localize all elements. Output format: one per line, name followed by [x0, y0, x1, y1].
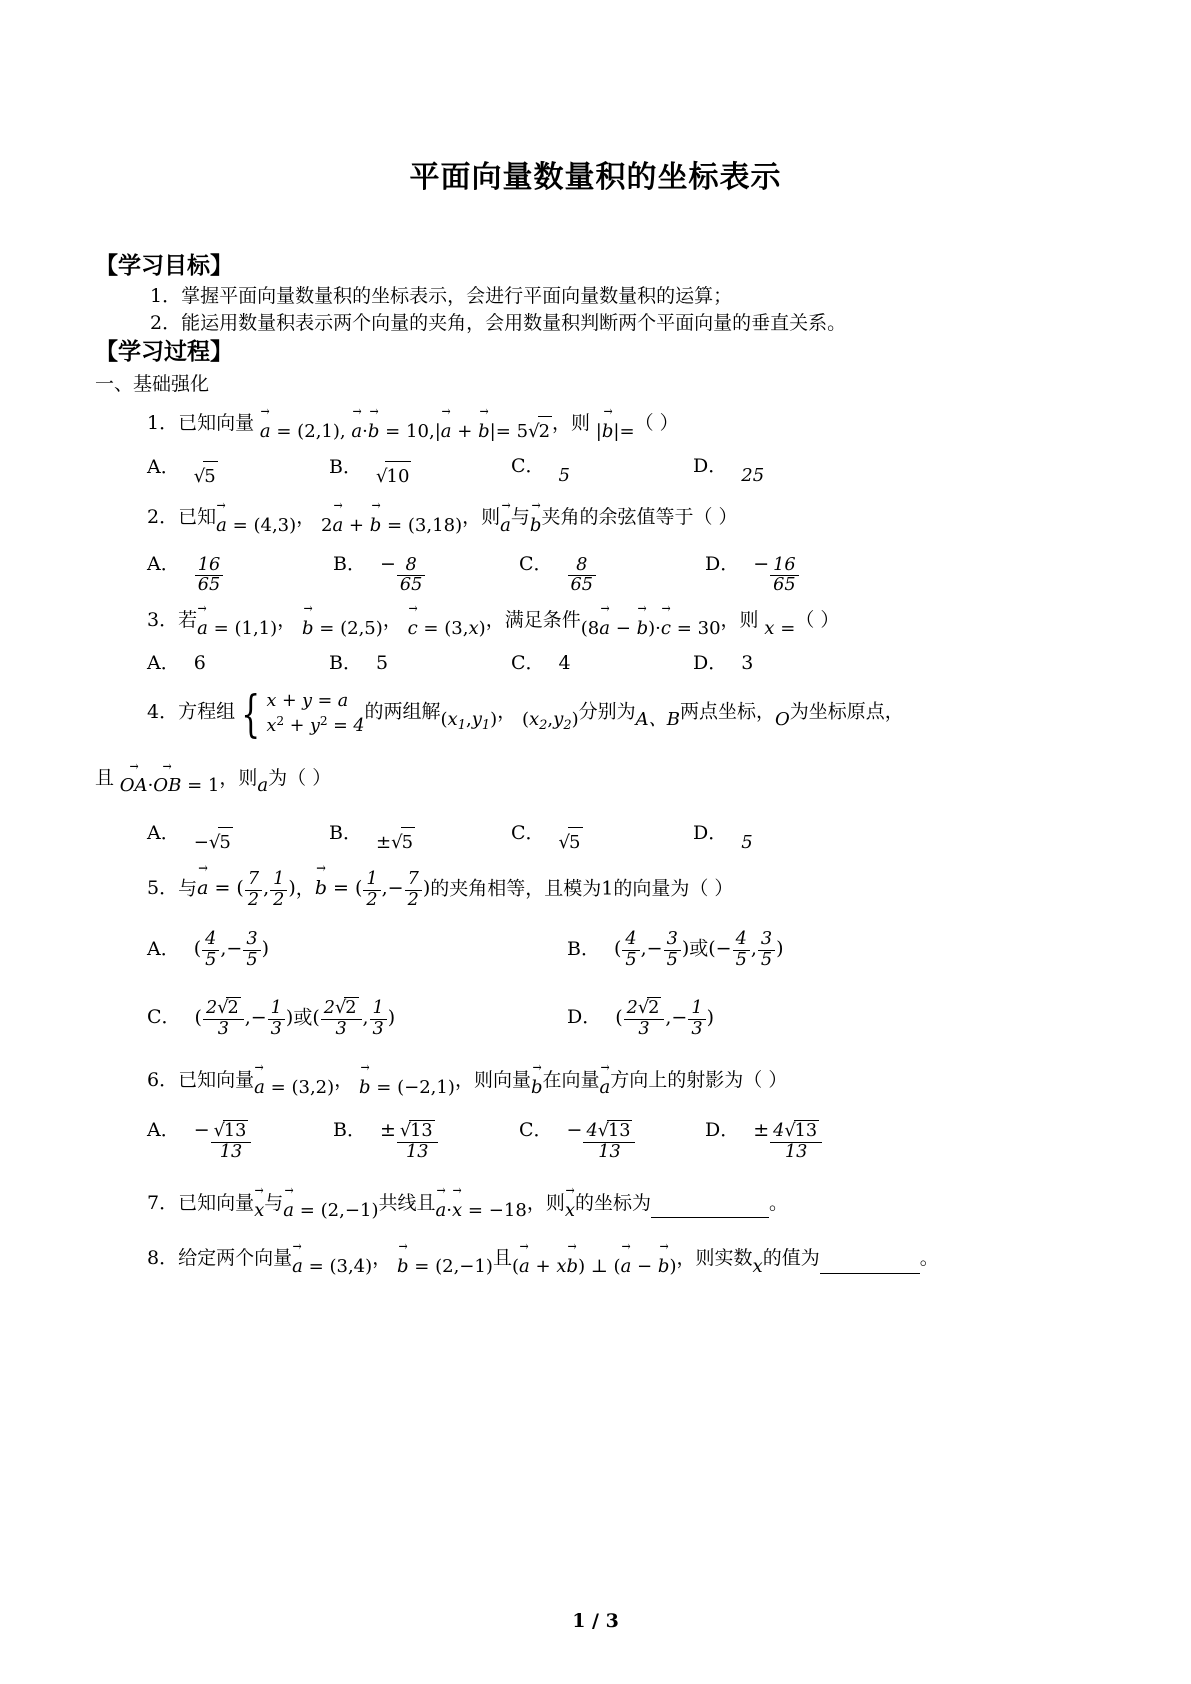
- option-value: $\frac{√13}{13}$: [397, 1120, 438, 1163]
- question-4-comma: ，: [497, 700, 517, 723]
- question-5-option-a[interactable]: [147, 930, 567, 971]
- question-4-origin: O: [775, 709, 790, 731]
- question-4-text-line2: [95, 764, 1095, 797]
- option-label: D．: [693, 651, 728, 674]
- question-5-vector-b: b → = ( $\frac{1}{2}$ ,− $\frac{7}{2}$ ): [315, 877, 430, 899]
- option-sign: −: [193, 1119, 210, 1142]
- question-7-mid-1: 与: [264, 1191, 284, 1214]
- question-7-lead: 已知向量: [178, 1191, 255, 1214]
- question-6-mid: 在向量: [542, 1068, 600, 1091]
- question-6-tail: 方向上的射影为（ ）: [610, 1068, 788, 1091]
- question-4-lead: 方程组: [178, 700, 236, 723]
- question-2-sep-1: ，: [296, 506, 316, 529]
- question-4: [95, 685, 1095, 854]
- option-label: D．: [693, 455, 728, 478]
- question-4-text: [147, 685, 1095, 744]
- question-8-formula-1: a → = (3,4): [292, 1253, 372, 1280]
- question-7-answer-blank[interactable]: [651, 1189, 769, 1219]
- question-1-options: [147, 452, 1095, 487]
- question-7-tail: 的坐标为: [575, 1191, 652, 1214]
- option-label: A．: [147, 455, 180, 478]
- question-1-lead: 已知向量: [178, 412, 255, 435]
- option-value: √10: [376, 461, 411, 490]
- question-5-option-b[interactable]: [567, 930, 987, 971]
- question-4-mid-3: 两点坐标，: [679, 700, 775, 723]
- option-label: C．: [519, 552, 553, 575]
- question-1-paren: （ ）: [634, 412, 679, 435]
- option-value: $\frac{4√13}{13}$: [770, 1120, 822, 1163]
- question-2-formula-1: a → = (4,3): [216, 512, 296, 539]
- question-4-line2-math: OA →·OB → = 1: [114, 772, 219, 799]
- question-3-option-d[interactable]: [693, 649, 875, 678]
- question-3-paren: （ ）: [795, 609, 840, 632]
- question-8-lead: 给定两个向量: [178, 1247, 293, 1270]
- option-value: $\frac{8}{65}$: [568, 556, 596, 597]
- question-6-sep-2: ，则向量: [454, 1068, 531, 1091]
- option-label: C．: [511, 651, 545, 674]
- question-7-mid-3: ，则: [526, 1191, 565, 1214]
- question-3-formula-3: c → = (3,x): [402, 615, 486, 642]
- question-2-tail: 夹角的余弦值等于（ ）: [541, 506, 738, 529]
- question-2-options: [147, 550, 1095, 597]
- objective-item-1: 1．掌握平面向量数量积的坐标表示，会进行平面向量数量积的运算；: [150, 284, 733, 307]
- question-3-sep-2: ，: [382, 609, 402, 632]
- question-2-mid: 与: [510, 506, 530, 529]
- question-6-options: [147, 1116, 1095, 1163]
- question-6-option-b[interactable]: [333, 1116, 519, 1163]
- question-6-vec-b: b →: [531, 1074, 543, 1101]
- question-6-option-c[interactable]: [519, 1116, 705, 1163]
- question-3-option-b[interactable]: [329, 649, 511, 678]
- option-value: $\frac{√13}{13}$: [211, 1120, 252, 1163]
- option-value: 6: [193, 651, 206, 674]
- option-value: √5: [559, 827, 583, 856]
- question-5: [95, 870, 1095, 1040]
- question-3: [95, 606, 1095, 677]
- question-4-option-b[interactable]: [329, 818, 511, 854]
- question-3-option-a[interactable]: [147, 649, 329, 678]
- objectives-list: [95, 283, 1095, 338]
- option-label: C．: [511, 822, 545, 845]
- question-4-number: 4．: [147, 700, 179, 723]
- option-value: 25: [741, 465, 765, 487]
- question-3-formula-5: x =: [764, 617, 796, 639]
- option-value: 5: [375, 651, 389, 674]
- option-label: B．: [567, 937, 600, 960]
- option-label: B．: [333, 552, 366, 575]
- option-value: $\frac{16}{65}$: [770, 556, 798, 597]
- option-label: B．: [329, 651, 362, 674]
- question-8-formula-3: (a → + xb →) ⊥ (a → − b →): [512, 1253, 677, 1280]
- question-8-sep-1: ，: [372, 1247, 392, 1270]
- question-5-lead: 与: [178, 877, 198, 900]
- question-7-number: 7．: [147, 1191, 179, 1214]
- question-8: [95, 1244, 1095, 1277]
- option-value: ±√5: [376, 827, 415, 856]
- question-1-option-b[interactable]: [329, 452, 511, 487]
- question-4-option-c[interactable]: [511, 818, 693, 854]
- question-3-text: [147, 606, 1095, 639]
- question-7-mid-2: 共线且: [378, 1191, 436, 1214]
- question-1-text: [147, 408, 1095, 442]
- question-4-line2-lead: 且: [95, 766, 115, 789]
- option-label: D．: [693, 821, 728, 844]
- question-6: [95, 1066, 1095, 1163]
- question-4-mid-1: 的两组解: [364, 700, 441, 723]
- question-4-system: { x + y = a x2 + y2 = 4: [241, 685, 365, 744]
- question-4-point-1: (x1,y1): [440, 709, 498, 734]
- system-row-1: x + y = a: [266, 691, 349, 712]
- option-sign: −: [566, 1119, 583, 1142]
- option-label: A．: [147, 651, 180, 674]
- question-6-lead: 已知向量: [178, 1068, 255, 1091]
- question-3-options: [147, 649, 1095, 678]
- option-label: C．: [519, 1119, 553, 1142]
- question-8-formula-2: b → = (2,−1): [391, 1253, 493, 1280]
- question-1-option-a[interactable]: [147, 452, 329, 487]
- question-1-option-c[interactable]: [511, 452, 693, 487]
- question-3-formula-4: (8a → − b →)·c → = 30: [581, 615, 721, 642]
- question-5-tail: 的夹角相等，且模为1的向量为（ ）: [430, 877, 734, 900]
- objective-item-2: 2．能运用数量积表示两个向量的夹角，会用数量积判断两个平面向量的垂直关系。: [150, 312, 847, 335]
- option-label: A．: [147, 822, 180, 845]
- option-value: $\frac{4√13}{13}$: [583, 1120, 635, 1163]
- question-2-number: 2．: [147, 506, 179, 529]
- option-label: D．: [705, 1119, 740, 1142]
- question-7: [95, 1189, 1095, 1222]
- question-5-options-row1: [147, 930, 1095, 971]
- option-label: A．: [147, 552, 180, 575]
- question-1: [95, 408, 1095, 487]
- question-2-vec-a: a →: [500, 512, 511, 539]
- question-6-option-a[interactable]: [147, 1116, 333, 1163]
- question-8-answer-blank[interactable]: [820, 1244, 920, 1274]
- option-sign: ±: [379, 1119, 396, 1142]
- option-value: ( $\frac{2√2}{3}$ ,− $\frac{1}{3}$ )或( $\frac{2√2}{3}$ , $\frac{1}{3}$ ): [194, 997, 396, 1039]
- question-2-text: [147, 503, 1095, 536]
- question-3-sep-4: ，则: [720, 609, 759, 632]
- option-label: A．: [147, 937, 180, 960]
- question-2-vec-b: b →: [530, 512, 542, 539]
- question-4-option-a[interactable]: [147, 818, 329, 854]
- option-label: D．: [705, 552, 740, 575]
- option-value: $\frac{8}{65}$: [397, 556, 425, 597]
- question-3-sep-3: ，满足条件: [485, 609, 581, 632]
- question-6-text: [147, 1066, 1095, 1099]
- question-3-lead: 若: [178, 609, 198, 632]
- question-5-option-c[interactable]: [147, 997, 567, 1040]
- question-6-option-d[interactable]: [705, 1116, 891, 1163]
- question-1-tail: ，则: [552, 412, 591, 435]
- question-8-tail: 的值为: [762, 1247, 820, 1270]
- subsection-heading: 一、基础强化: [95, 372, 210, 395]
- process-heading: 【学习过程】: [95, 338, 233, 365]
- question-5-vector-a: a → = ( $\frac{7}{2}$ , $\frac{1}{2}$ ): [197, 877, 296, 899]
- option-sign: −: [379, 552, 396, 575]
- page-footer: 1 / 3: [572, 1610, 619, 1632]
- page-title: 平面向量数量积的坐标表示: [409, 160, 782, 195]
- question-3-formula-1: a → = (1,1): [197, 615, 277, 642]
- question-6-formula-1: a → = (3,2): [254, 1074, 334, 1101]
- question-5-text: [147, 870, 1095, 911]
- question-8-number: 8．: [147, 1247, 179, 1270]
- option-value: $\frac{16}{65}$: [195, 556, 223, 597]
- question-6-vec-a: a →: [600, 1074, 611, 1101]
- question-4-mid-4: 为坐标原点，: [789, 700, 904, 723]
- question-6-number: 6．: [147, 1068, 179, 1091]
- option-value: ( $\frac{2√2}{3}$ ,− $\frac{1}{3}$ ): [615, 997, 715, 1039]
- option-value: 5: [741, 831, 753, 853]
- question-4-point-2: (x2,y2): [521, 709, 579, 734]
- question-1-formula: a → = (2,1), a →·b → = 10,|a → + b →|= 5√2: [254, 416, 552, 445]
- question-6-formula-2: b → = (−2,1): [353, 1074, 455, 1101]
- question-2-option-a[interactable]: [147, 550, 333, 597]
- option-label: C．: [147, 1006, 181, 1029]
- question-7-formula-2: a →·x → = −18: [436, 1197, 527, 1224]
- question-2-option-c[interactable]: [519, 550, 705, 597]
- question-2-sep-2: ，则: [462, 506, 501, 529]
- option-label: B．: [329, 455, 362, 478]
- option-label: D．: [567, 1006, 602, 1029]
- question-4-line2-var: a: [257, 775, 269, 797]
- option-value: √5: [194, 461, 218, 490]
- document-body: [95, 252, 1095, 1277]
- question-5-option-d[interactable]: [567, 997, 987, 1040]
- question-5-mid: ，: [295, 877, 315, 900]
- option-label: C．: [511, 455, 545, 478]
- question-3-option-c[interactable]: [511, 649, 693, 678]
- option-value: 4: [558, 651, 571, 674]
- question-5-options-row2: [147, 997, 1095, 1040]
- question-8-var: x: [752, 1255, 763, 1277]
- question-1-number: 1．: [147, 412, 179, 435]
- question-7-vec-x: x →: [254, 1197, 264, 1224]
- question-6-sep-1: ，: [334, 1068, 354, 1091]
- question-3-formula-2: b → = (2,5): [296, 615, 383, 642]
- system-row-2: x2 + y2 = 4: [266, 714, 365, 737]
- question-1-option-d[interactable]: [693, 452, 875, 487]
- question-7-period: 。: [769, 1191, 789, 1214]
- question-4-options: [147, 818, 1095, 854]
- question-8-mid-1: 且: [492, 1247, 512, 1270]
- question-2: [95, 503, 1095, 596]
- question-2-option-d[interactable]: [705, 550, 891, 597]
- option-sign: −: [753, 552, 770, 575]
- question-7-text: [147, 1189, 1095, 1222]
- question-3-sep-1: ，: [277, 609, 297, 632]
- option-sign: ±: [753, 1119, 770, 1142]
- option-label: A．: [147, 1119, 180, 1142]
- option-value: ( $\frac{4}{5}$ ,− $\frac{3}{5}$ ): [193, 929, 270, 971]
- question-4-points: A、B: [635, 709, 680, 731]
- option-value: −√5: [194, 827, 233, 856]
- objectives-heading: 【学习目标】: [95, 253, 233, 279]
- question-4-line2-mid: ，则: [219, 766, 258, 789]
- option-label: B．: [333, 1119, 366, 1142]
- question-8-period: 。: [919, 1247, 939, 1270]
- question-2-formula-2: 2a → + b → = (3,18): [315, 512, 462, 539]
- question-4-option-d[interactable]: [693, 819, 875, 853]
- question-8-mid-2: ，则实数: [676, 1247, 753, 1270]
- question-7-formula-1: a → = (2,−1): [283, 1197, 378, 1224]
- question-4-mid-2: 分别为: [578, 700, 636, 723]
- question-2-option-b[interactable]: [333, 550, 519, 597]
- option-value: 3: [741, 651, 754, 674]
- option-value: 5: [558, 465, 571, 487]
- question-2-lead: 已知: [178, 506, 217, 529]
- question-8-text: [147, 1244, 1095, 1277]
- question-5-number: 5．: [147, 877, 179, 900]
- question-7-vec-x2: x →: [565, 1197, 575, 1224]
- question-3-number: 3．: [147, 609, 179, 632]
- option-value: ( $\frac{4}{5}$ ,− $\frac{3}{5}$ )或(− $\frac{4}{5}$ , $\frac{3}{5}$ ): [613, 929, 784, 971]
- option-label: B．: [329, 822, 362, 845]
- question-1-tail-math: |b →|=: [590, 418, 635, 445]
- question-4-line2-tail: 为（ ）: [268, 766, 332, 789]
